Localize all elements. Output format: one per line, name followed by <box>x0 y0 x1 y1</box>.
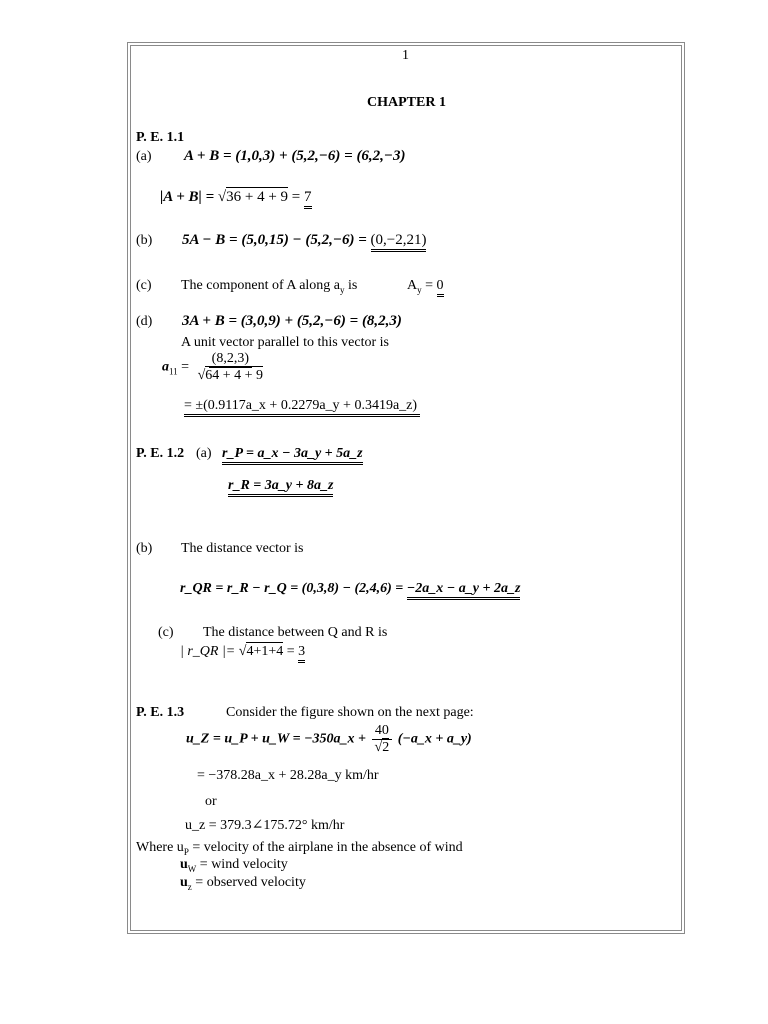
where-text: Where u <box>136 840 184 855</box>
where-rest: = velocity of the airplane in the absence of wind <box>188 840 463 855</box>
c-answer-value: 0 <box>437 278 444 297</box>
pe11-d-expression: 3A + B = (3,0,9) + (5,2,−6) = (8,2,3) <box>182 313 402 329</box>
uz-sub: z <box>187 881 192 892</box>
magnitude-radicand: 36 + 4 + 9 <box>226 189 289 205</box>
pe12-b-label: (b) <box>136 541 153 556</box>
pe11-a-label: (a) <box>136 149 152 164</box>
pe12-c-text: The distance between Q and R is <box>203 625 388 640</box>
page-number: 1 <box>402 48 409 63</box>
pe13-uw-line <box>180 858 288 872</box>
pe12-distance: | r_QR |= √4+1+4 = 3 <box>180 645 305 659</box>
uw-sub: W <box>187 863 197 874</box>
pe13-heading: P. E. 1.3 <box>136 705 185 720</box>
pe13-uz-equation <box>186 724 472 755</box>
fraction-numerator: (8,2,3) <box>209 352 252 368</box>
unit-vector-fraction <box>195 352 266 383</box>
pe11-d-label: (d) <box>136 314 153 329</box>
d-result-text: = ±(0.9117a_x + 0.2279a_y + 0.3419a_z) <box>184 398 420 417</box>
pe12-heading: P. E. 1.2 <box>136 446 185 461</box>
pe12-b-text: The distance vector is <box>181 541 304 556</box>
rqr-answer: −2a_x − a_y + 2a_z <box>407 581 521 600</box>
distance-answer: 3 <box>298 644 305 663</box>
pe12-a-label: (a) <box>196 446 212 461</box>
denominator-radicand: 64 + 4 + 9 <box>205 368 264 383</box>
pe11-magnitude: |A + B| = √36 + 4 + 9 = 7 <box>160 190 312 205</box>
pe12-rr <box>228 479 333 493</box>
pe11-b-label: (b) <box>136 233 153 248</box>
a11-subscript: 11 <box>169 366 178 377</box>
a11-symbol: a <box>162 359 169 375</box>
uz-fraction-radicand: 2 <box>382 740 390 755</box>
pe13-line2: = −378.28a_x + 28.28a_y km/hr <box>197 768 379 783</box>
uw-symbol: u <box>180 857 188 872</box>
c-rhs: A <box>407 278 418 293</box>
equals-sign: = <box>288 189 305 205</box>
pe13-intro: Consider the figure shown on the next page: <box>226 705 474 720</box>
pe11-unit-vector <box>162 352 268 383</box>
distance-equals: = <box>283 644 299 659</box>
pe11-c-answer <box>407 279 444 293</box>
fraction-denominator: √64 + 4 + 9 <box>197 368 264 383</box>
pe13-line3: u_z = 379.3∠175.72° km/hr <box>185 818 345 833</box>
distance-radicand: 4+1+4 <box>246 644 284 659</box>
pe11-d-result <box>184 399 420 413</box>
pe13-where-line <box>136 841 463 855</box>
uz-fraction <box>372 724 393 755</box>
pe11-c-label: (c) <box>136 278 152 293</box>
pe11-d-text: A unit vector parallel to this vector is <box>181 335 390 350</box>
uz-fraction-numerator: 40 <box>372 724 392 740</box>
pe13-uz-line <box>180 876 306 890</box>
c-sub: y <box>340 284 345 295</box>
uz-symbol: u <box>180 875 188 890</box>
where-sub: P <box>183 846 189 857</box>
pe11-a-expression: A + B = (1,0,3) + (5,2,−6) = (6,2,−3) <box>184 148 406 164</box>
pe12-rqr <box>180 582 520 596</box>
c-text: The component of A along a <box>181 278 341 293</box>
b-answer: (0,−2,21) <box>371 232 427 252</box>
pe11-c-text <box>181 279 357 293</box>
uz-tail: (−a_x + a_y) <box>397 731 472 747</box>
a11-equals: = <box>177 359 193 375</box>
pe13-or: or <box>205 794 217 809</box>
rp-expression: r_P = a_x − 3a_y + 5a_z <box>222 446 363 465</box>
uz-fraction-denominator: √2 <box>374 740 390 755</box>
b-expression-text: 5A − B = (5,0,15) − (5,2,−6) = <box>182 232 371 248</box>
distance-lhs: | r_QR |= <box>180 644 239 659</box>
c-is: is <box>344 278 358 293</box>
pe11-heading: P. E. 1.1 <box>136 130 185 145</box>
c-rhs-sub: y <box>417 284 422 295</box>
chapter-title: CHAPTER 1 <box>367 95 446 110</box>
uw-rest: = wind velocity <box>196 857 288 872</box>
uz-rest: = observed velocity <box>191 875 306 890</box>
magnitude-answer: 7 <box>304 189 312 209</box>
c-equals: = <box>421 278 437 293</box>
pe12-rp <box>222 447 363 461</box>
pe12-c-label: (c) <box>158 625 174 640</box>
rqr-lhs: r_QR = r_R − r_Q = (0,3,8) − (2,4,6) = <box>180 581 407 596</box>
uz-lhs: u_Z = u_P + u_W = −350a_x + <box>186 731 370 747</box>
pe11-b-expression <box>182 233 426 248</box>
magnitude-lhs: |A + B| = <box>160 189 218 205</box>
rr-expression: r_R = 3a_y + 8a_z <box>228 478 333 497</box>
